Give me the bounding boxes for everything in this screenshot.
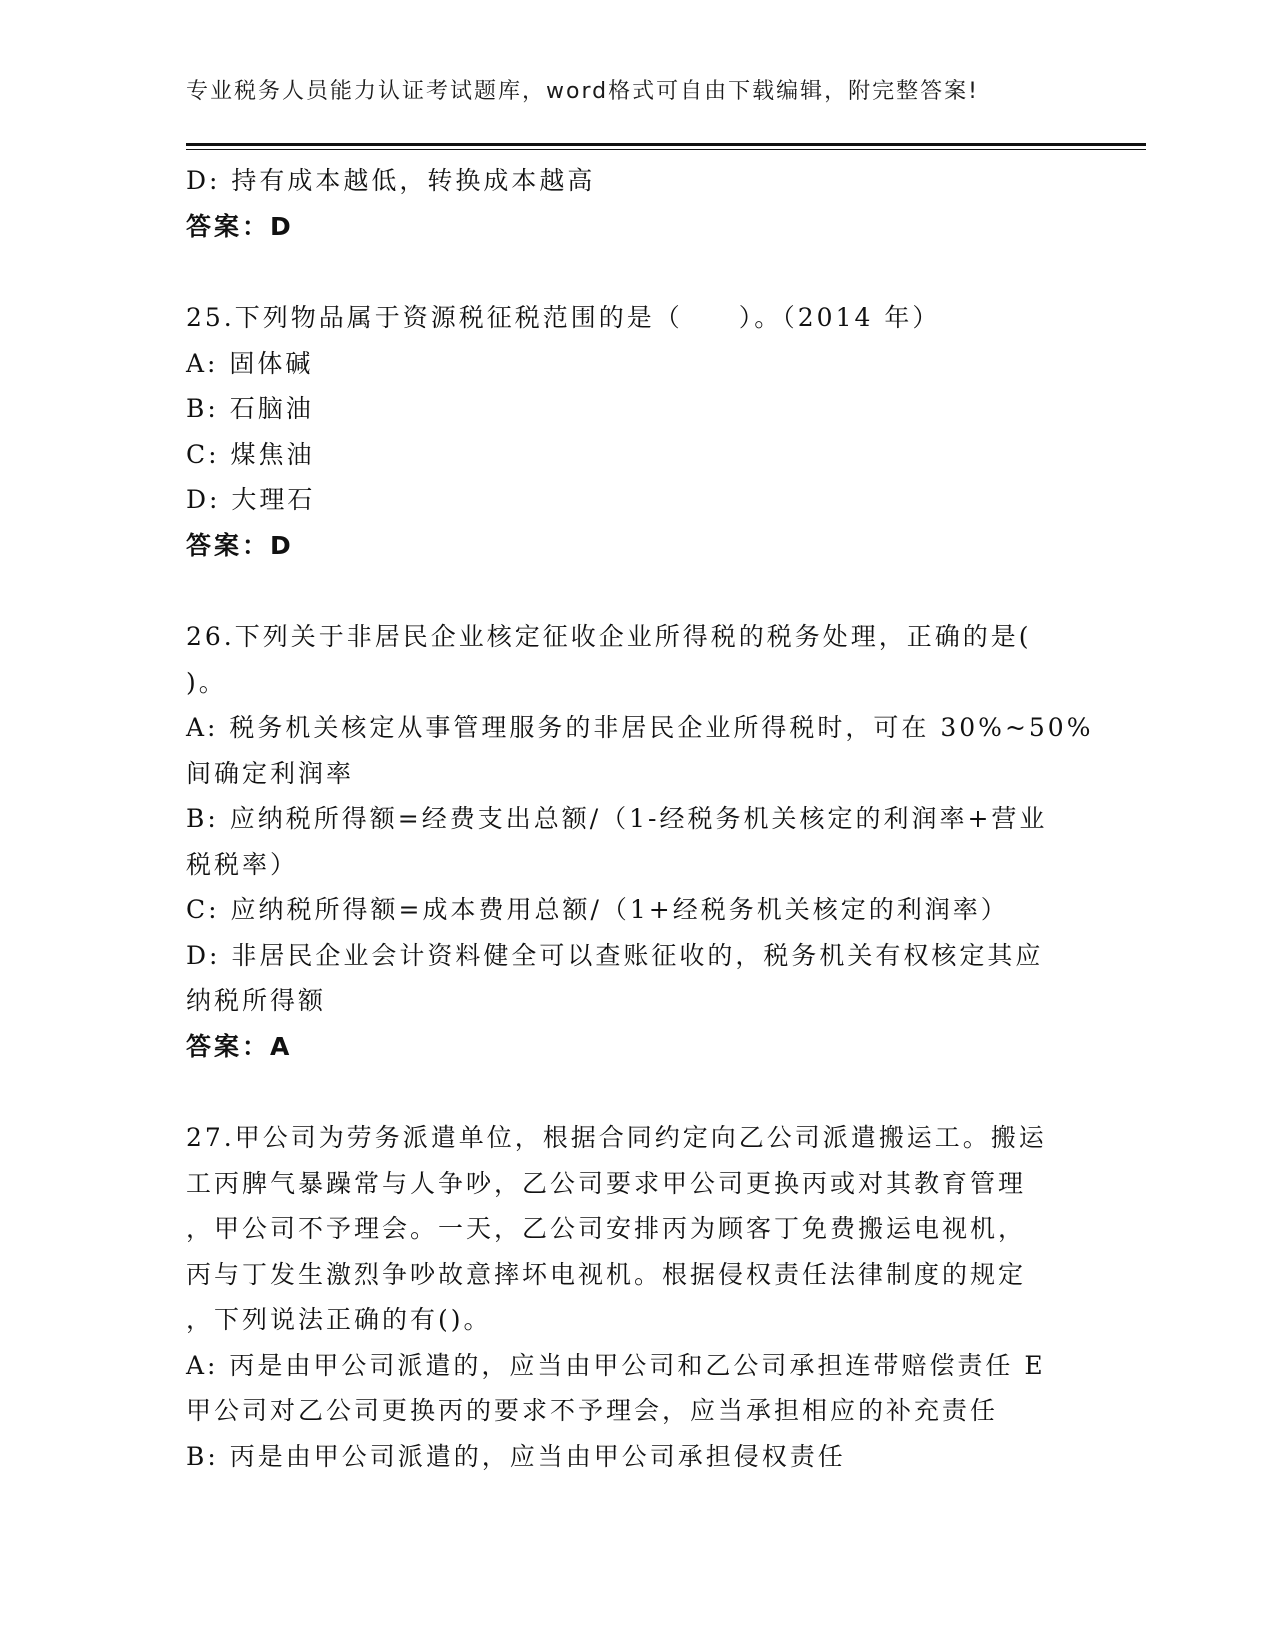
- question-27: [186, 1115, 1086, 1479]
- option-b: B: 丙是由甲公司派遣的，应当由甲公司承担侵权责任: [186, 1441, 846, 1471]
- header-divider-thick: [186, 143, 1146, 146]
- option-d: D: 大理石: [186, 485, 316, 514]
- spacer: [186, 568, 1086, 614]
- option-c: C: 应纳税所得额=成本费用总额/（1+经税务机关核定的利润率）: [186, 895, 1009, 924]
- question-25: [186, 295, 1086, 568]
- option-d: D: 非居民企业会计资料健全可以查账征收的，税务机关有权核定其应: [186, 940, 1044, 970]
- answer-label: 答案：A: [186, 1031, 293, 1061]
- header-divider-thin: [186, 149, 1146, 150]
- option-b: B: 应纳税所得额=经费支出总额/（1-经税务机关核定的利润率+营业: [186, 804, 1048, 833]
- question-stem-continued: ，甲公司不予理会。一天，乙公司安排丙为顾客丁免费搬运电视机，: [186, 1214, 1027, 1243]
- option-b-continued: 税税率）: [186, 849, 299, 879]
- question-26: [186, 614, 1094, 1069]
- option-a: A: 税务机关核定从事管理服务的非居民企业所得税时，可在 30%~50%: [186, 713, 1094, 742]
- question-stem-continued: ，下列说法正确的有()。: [186, 1305, 492, 1334]
- question-stem-continued: 丙与丁发生激烈争吵故意摔坏电视机。根据侵权责任法律制度的规定: [186, 1259, 1027, 1289]
- option-d-continued: 纳税所得额: [186, 986, 327, 1015]
- question-stem: 27.甲公司为劳务派遣单位，根据合同约定向乙公司派遣搬运工。搬运: [186, 1123, 1047, 1152]
- option-a: A: 丙是由甲公司派遣的，应当由甲公司和乙公司承担连带赔偿责任 E: [186, 1350, 1046, 1380]
- option-d: D: 持有成本越低，转换成本越高: [186, 166, 596, 195]
- document-body: [186, 158, 1094, 1479]
- question-stem-continued: )。: [186, 667, 227, 697]
- answer-label: 答案：D: [186, 530, 294, 560]
- question-stem-continued: 工丙脾气暴躁常与人争吵，乙公司要求甲公司更换丙或对其教育管理: [186, 1168, 1027, 1198]
- question-stem: 26.下列关于非居民企业核定征收企业所得税的税务处理，正确的是(: [186, 622, 1032, 651]
- page-header: 专业税务人员能力认证考试题库，word格式可自由下载编辑，附完整答案!: [186, 79, 979, 104]
- option-b: B: 石脑油: [186, 394, 314, 423]
- option-a-continued: 间确定利润率: [186, 758, 355, 788]
- answer-label: 答案：D: [186, 211, 294, 241]
- question-24-tail: [186, 158, 1086, 249]
- spacer: [186, 249, 1086, 295]
- option-a-continued: 甲公司对乙公司更换丙的要求不予理会，应当承担相应的补充责任: [186, 1396, 999, 1425]
- question-stem: 25.下列物品属于资源税征税范围的是（ ）。（2014 年）: [186, 303, 941, 332]
- spacer: [186, 1069, 1086, 1115]
- option-a: A: 固体碱: [186, 348, 314, 378]
- option-c: C: 煤焦油: [186, 439, 315, 469]
